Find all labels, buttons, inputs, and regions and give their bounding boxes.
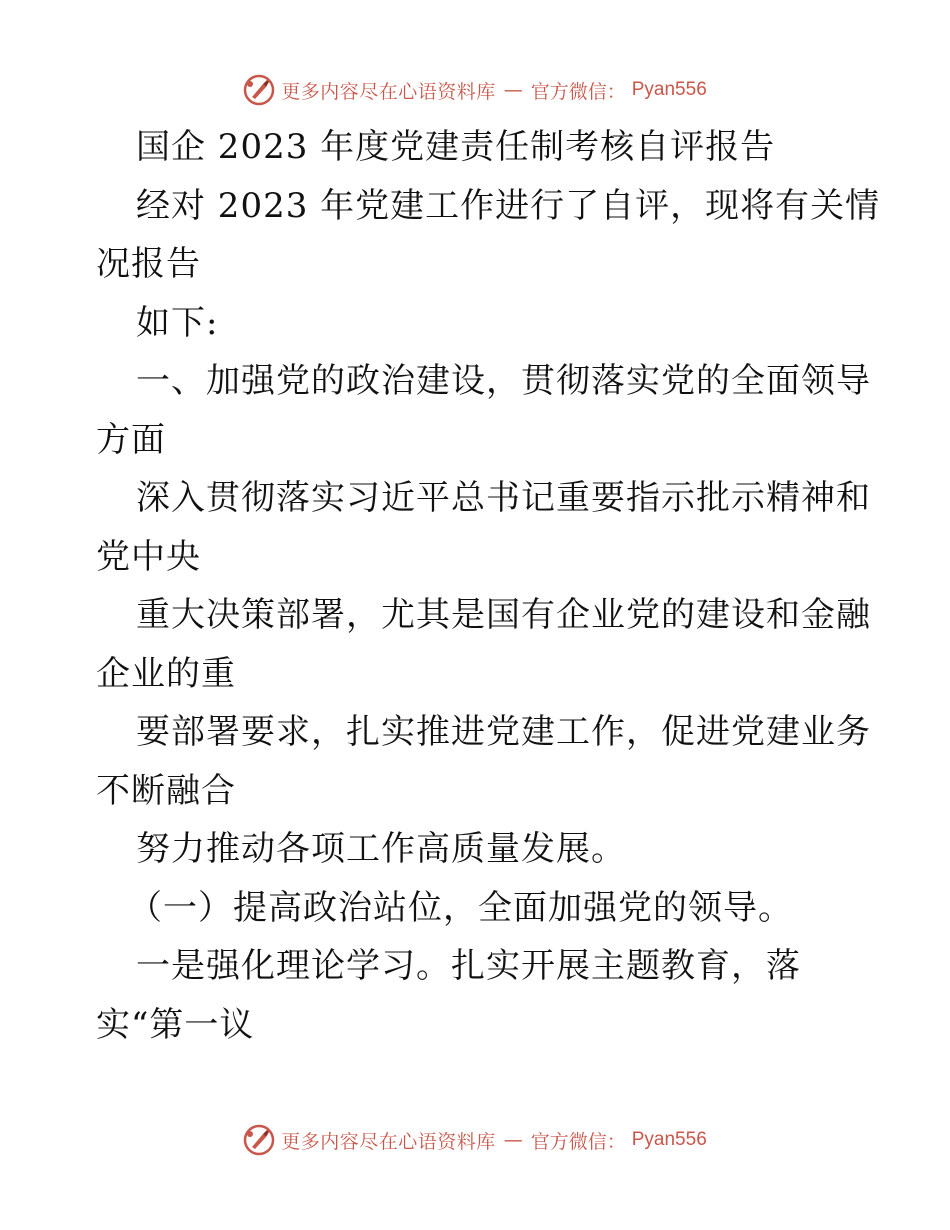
paragraph-line: 一是强化理论学习。扎实开展主题教育，落 bbox=[136, 946, 801, 986]
watermark-text: 更多内容尽在心语资料库 bbox=[281, 1130, 496, 1153]
watermark-wechat-id: Pyan556 bbox=[631, 1129, 707, 1150]
paragraph-line: 要部署要求，扎实推进党建工作，促进党建业务 bbox=[136, 712, 871, 752]
paragraph-line: 经对 2023 年党建工作进行了自评，现将有关情 bbox=[136, 185, 881, 226]
watermark-wechat-label: 官方微信： bbox=[530, 80, 626, 103]
paragraph-line: 努力推动各项工作高质量发展。 bbox=[136, 829, 626, 869]
paragraph-line: 实“第一议 bbox=[96, 1004, 255, 1045]
watermark-text: 更多内容尽在心语资料库 bbox=[281, 80, 496, 103]
document-title: 国企 2023 年度党建责任制考核自评报告 bbox=[136, 127, 776, 167]
subsection-heading: （一）提高政治站位，全面加强党的领导。 bbox=[128, 887, 793, 928]
paragraph-line: 如下: bbox=[136, 302, 219, 343]
watermark-dash: — bbox=[503, 79, 523, 101]
section-heading: 一、加强党的政治建设，贯彻落实党的全面领导 bbox=[136, 361, 871, 401]
pen-nib-logo-icon bbox=[243, 1124, 275, 1156]
section-heading-continued: 方面 bbox=[96, 419, 166, 460]
paragraph-line: 深入贯彻落实习近平总书记重要指示批示精神和 bbox=[136, 478, 871, 518]
document-body bbox=[96, 118, 881, 1054]
paragraph-line: 重大决策部署，尤其是国有企业党的建设和金融 bbox=[136, 595, 871, 635]
watermark-wechat-id: Pyan556 bbox=[631, 79, 707, 100]
paragraph-line: 况报告 bbox=[96, 244, 201, 284]
watermark-dash: — bbox=[503, 1129, 523, 1151]
paragraph-line: 企业的重 bbox=[96, 653, 236, 694]
footer-watermark bbox=[0, 1120, 950, 1160]
watermark-wechat-label: 官方微信： bbox=[530, 1130, 626, 1153]
paragraph-line: 党中央 bbox=[96, 536, 201, 577]
header-watermark bbox=[0, 70, 950, 110]
pen-nib-logo-icon bbox=[243, 74, 275, 106]
paragraph-line: 不断融合 bbox=[96, 770, 236, 811]
